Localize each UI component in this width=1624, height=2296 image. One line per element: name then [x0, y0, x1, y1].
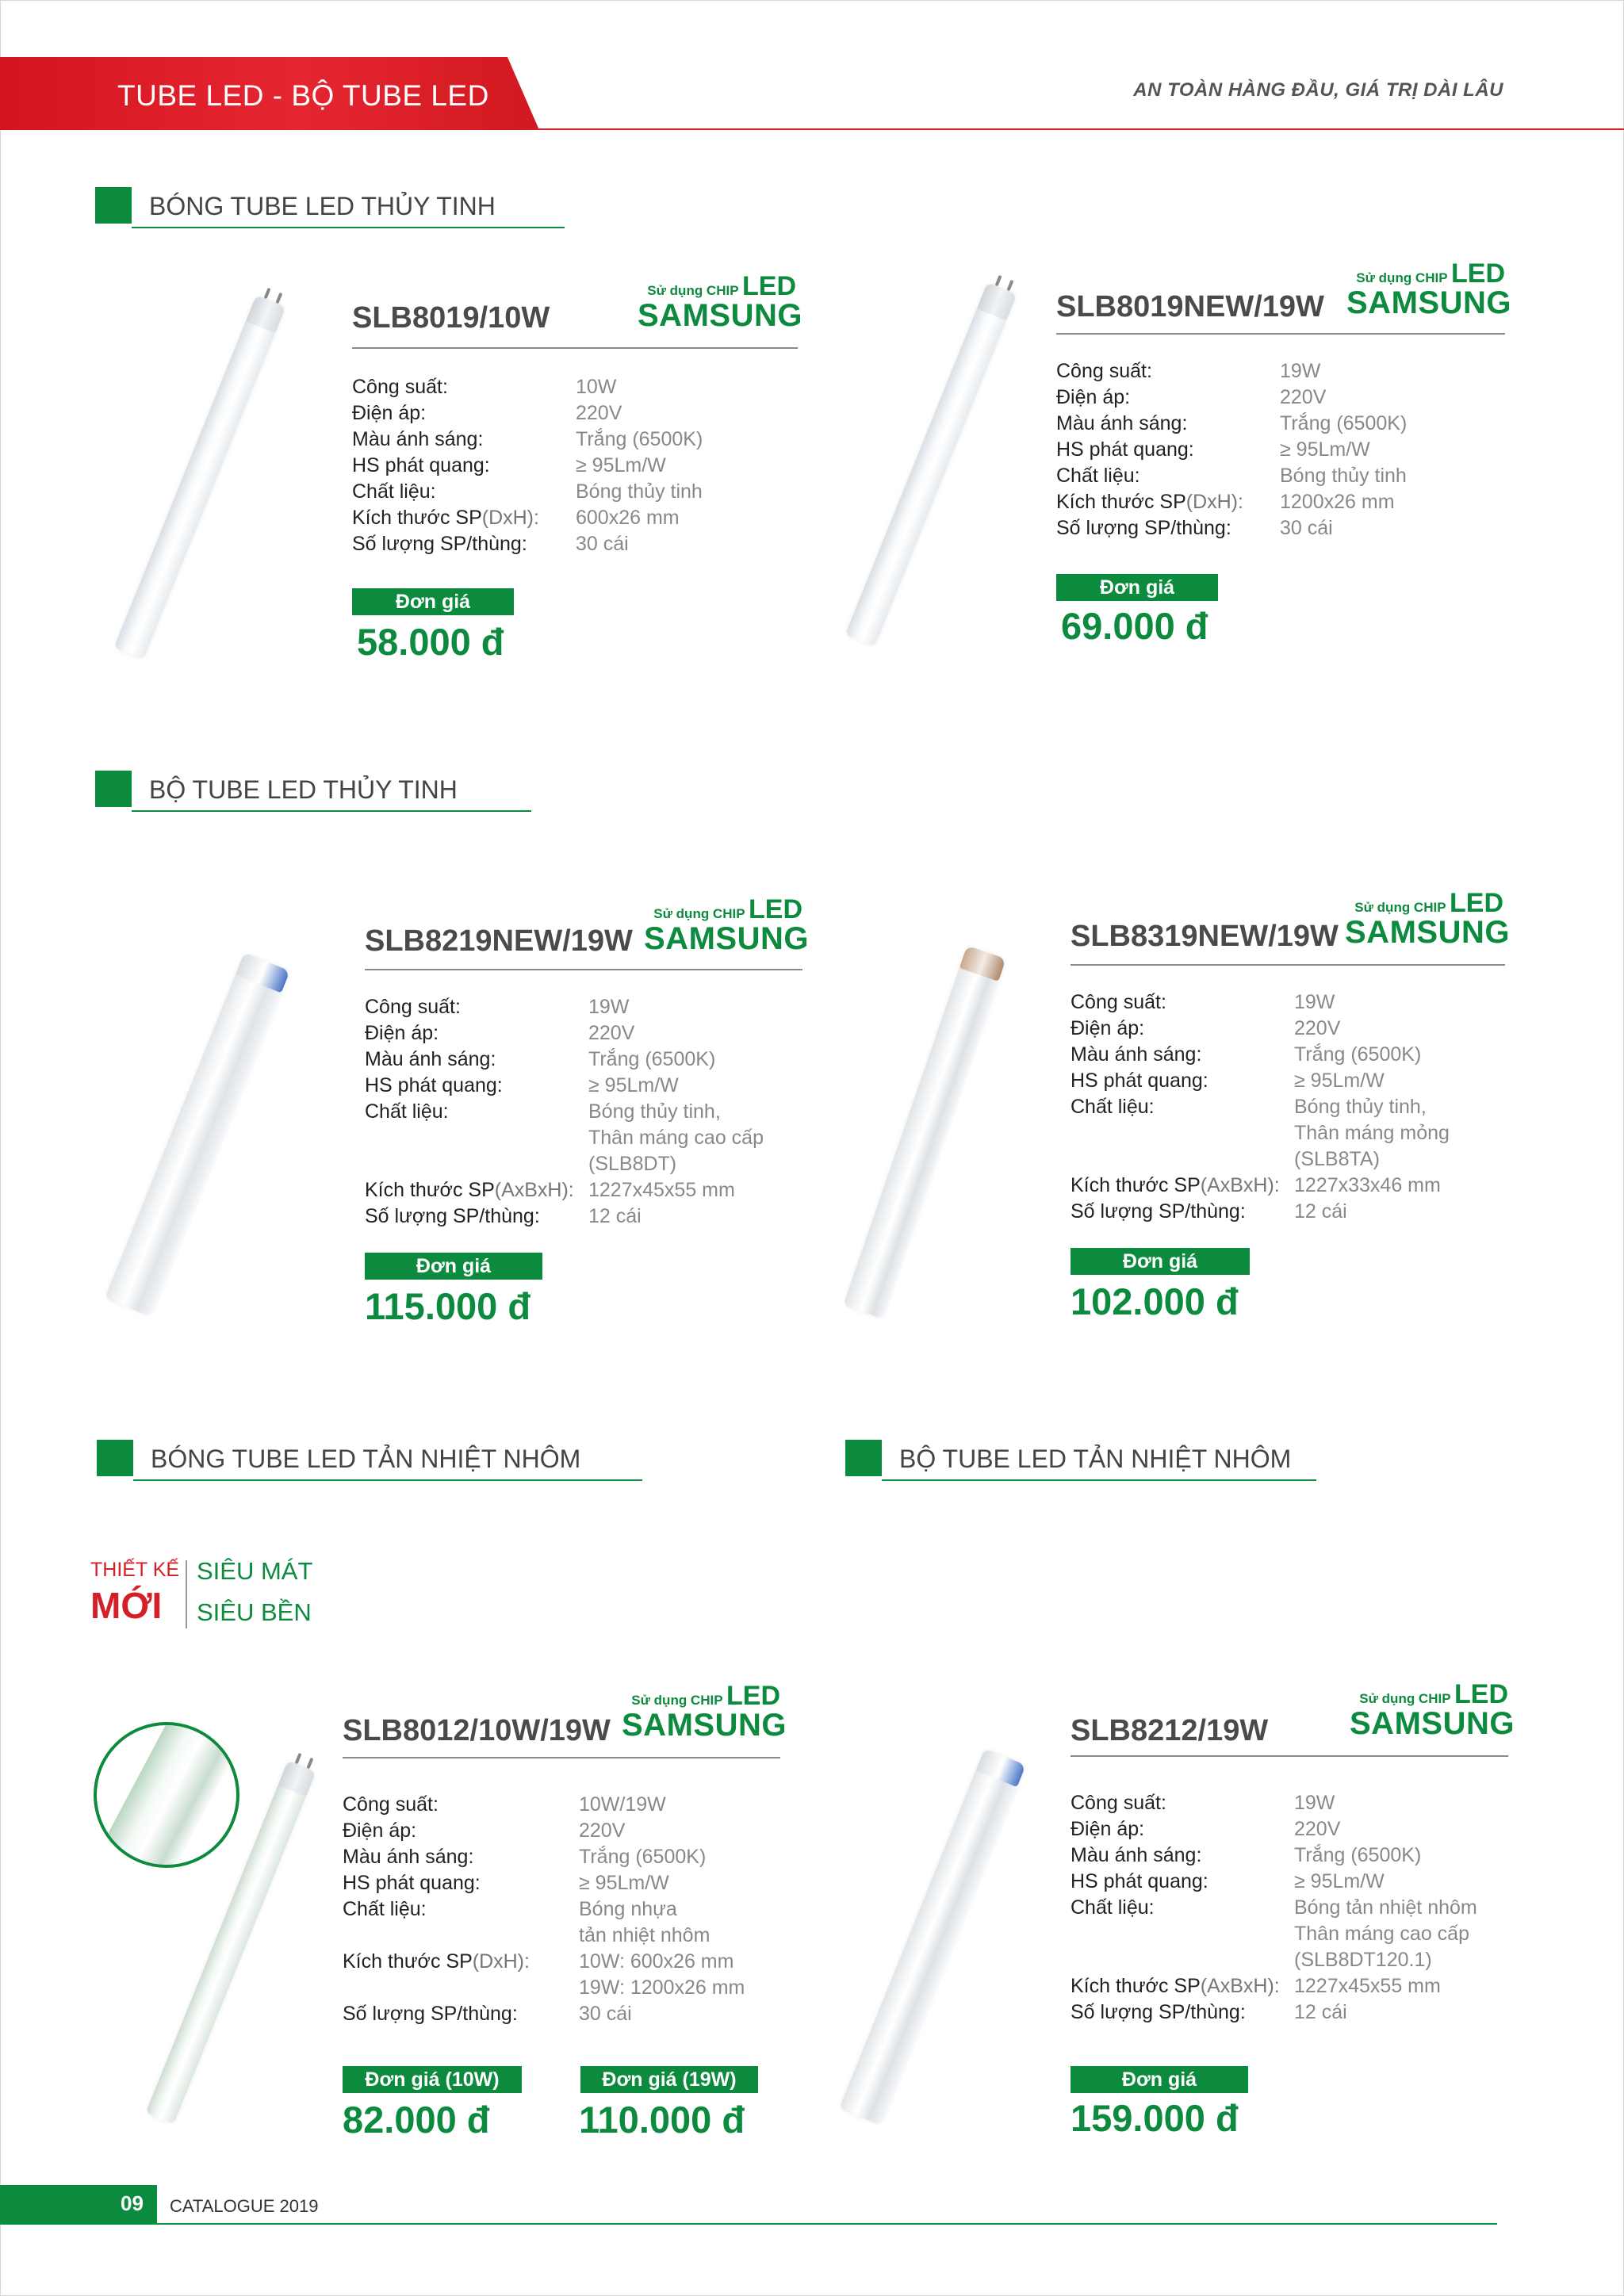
header-slogan: AN TOÀN HÀNG ĐẦU, GIÁ TRỊ DÀI LÂU: [1133, 79, 1503, 101]
footer-divider: [157, 2223, 1497, 2225]
spec-value: 1227x45x55 mm: [588, 1179, 735, 1201]
spec-value: 220V: [588, 1022, 635, 1044]
section-marker: [97, 1440, 133, 1476]
spec-label: Màu ánh sáng:: [1071, 1043, 1202, 1066]
fixture-body: [843, 946, 1005, 1319]
spec-label: Điện áp:: [1056, 386, 1131, 408]
product-model: SLB8019NEW/19W: [1056, 290, 1324, 323]
spec-unit: (AxBxH):: [494, 1179, 574, 1201]
chip-text: Sử dụng CHIP: [653, 906, 745, 921]
spec-label: Điện áp:: [352, 402, 427, 424]
spec-value: 30 cái: [579, 2003, 632, 2025]
section-title: BỘ TUBE LED TẢN NHIỆT NHÔM: [899, 1445, 1292, 1473]
spec-value: ≥ 95Lm/W: [576, 454, 666, 476]
price-label-19w: Đơn giá (19W): [580, 2066, 758, 2093]
spec-value: 1227x45x55 mm: [1294, 1975, 1441, 1997]
spec-label-size: [1071, 1173, 1515, 1199]
section-underline: [132, 810, 531, 812]
spec-label: Chất liệu:: [1071, 1096, 1155, 1118]
spec-unit: (DxH):: [481, 507, 539, 529]
spec-label: Màu ánh sáng:: [1071, 1844, 1202, 1866]
spec-list: [343, 1792, 787, 2027]
spec-label: Chất liệu:: [343, 1898, 427, 1920]
spec-value: Bóng tản nhiệt nhôm: [1294, 1896, 1477, 1919]
spec-label: Màu ánh sáng:: [343, 1846, 474, 1868]
card-divider: [1071, 1755, 1508, 1757]
spec-value: Trắng (6500K): [1294, 1043, 1422, 1066]
spec-label: Kích thước SP: [343, 1950, 473, 1973]
samsung-chip-badge: [1345, 888, 1510, 950]
spec-value: ≥ 95Lm/W: [1294, 1070, 1385, 1092]
chip-brand: SAMSUNG: [638, 298, 802, 333]
spec-label: Chất liệu:: [365, 1100, 449, 1123]
chip-text: Sử dụng CHIP: [647, 283, 739, 298]
tube-pin: [1006, 280, 1013, 291]
product-model: SLB8212/19W: [1071, 1714, 1269, 1747]
product-card-slb8019-10w: [352, 270, 802, 666]
tube-body: [114, 295, 286, 660]
samsung-chip-badge: [1350, 1679, 1515, 1741]
price-label: Đơn giá: [1071, 2066, 1248, 2093]
spec-label: Chất liệu:: [1071, 1896, 1155, 1919]
spec-label: Số lượng SP/thùng:: [365, 1205, 540, 1227]
spec-value: ≥ 95Lm/W: [1280, 438, 1370, 461]
spec-label: Số lượng SP/thùng:: [352, 533, 527, 555]
product-price-19w: 110.000 đ: [579, 2099, 745, 2141]
spec-value: Thân máng cao cấp: [1294, 1923, 1469, 1945]
product-card-slb8012: [343, 1679, 787, 2147]
spec-value: 10W: 600x26 mm: [579, 1950, 734, 1973]
tube-pin: [995, 275, 1002, 286]
section-underline: [133, 1479, 642, 1481]
product-model: SLB8219NEW/19W: [365, 924, 633, 958]
spec-value: Thân máng mỏng: [1294, 1122, 1450, 1144]
spec-value: 19W: [1294, 991, 1335, 1013]
spec-value: Trắng (6500K): [576, 428, 703, 450]
product-price: 159.000 đ: [1071, 2097, 1239, 2139]
badge-thiet-ke: THIẾT KẾ: [90, 1559, 180, 1581]
chip-led: LED: [1454, 1679, 1508, 1709]
product-price: 102.000 đ: [1071, 1280, 1239, 1322]
spec-value: Trắng (6500K): [1294, 1844, 1422, 1866]
product-price: 115.000 đ: [365, 1285, 531, 1327]
spec-label: Công suất:: [1071, 991, 1166, 1013]
section-title: BÓNG TUBE LED THỦY TINH: [149, 192, 496, 220]
spec-value: 220V: [1280, 386, 1327, 408]
chip-text: Sử dụng CHIP: [1356, 270, 1448, 285]
card-divider: [352, 347, 798, 349]
page-title: TUBE LED - BỘ TUBE LED: [117, 79, 489, 112]
card-divider: [343, 1757, 780, 1758]
price-label-10w: Đơn giá (10W): [343, 2066, 522, 2093]
spec-value: Bóng thủy tinh: [576, 480, 703, 503]
chip-brand: SAMSUNG: [1345, 915, 1510, 950]
product-model: SLB8012/10W/19W: [343, 1714, 611, 1747]
product-card-slb8212-19w: [1071, 1678, 1515, 2145]
header-divider: [523, 128, 1624, 130]
spec-value: ≥ 95Lm/W: [1294, 1870, 1385, 1892]
card-divider: [1071, 964, 1505, 966]
spec-value: 12 cái: [1294, 2001, 1347, 2023]
product-price-10w: 82.000 đ: [343, 2099, 490, 2141]
badge-sieu-mat: SIÊU MÁT: [197, 1557, 313, 1585]
chip-led: LED: [742, 271, 796, 301]
product-card-slb8319new-19w: [1071, 886, 1515, 1330]
spec-label: Số lượng SP/thùng:: [1056, 517, 1231, 539]
spec-label: Kích thước SP: [352, 507, 482, 529]
spec-label: HS phát quang:: [1071, 1870, 1208, 1892]
spec-unit: (DxH):: [472, 1950, 530, 1973]
section-heading-bo-tube-thuy-tinh: [95, 771, 476, 818]
product-card-slb8219new-19w: [365, 891, 809, 1335]
spec-value: 220V: [579, 1820, 626, 1842]
spec-unit: (AxBxH):: [1200, 1975, 1280, 1997]
spec-value: (SLB8TA): [1294, 1148, 1380, 1170]
spec-label: Chất liệu:: [1056, 465, 1140, 487]
section-marker: [95, 187, 132, 224]
spec-value: Trắng (6500K): [579, 1846, 707, 1868]
spec-value: 220V: [1294, 1017, 1341, 1039]
spec-list: [1056, 358, 1508, 541]
spec-list: [1071, 989, 1515, 1225]
spec-label: Màu ánh sáng:: [1056, 412, 1188, 434]
tube-pin: [264, 288, 271, 299]
tube-pin: [275, 293, 282, 304]
samsung-chip-badge: [1346, 258, 1511, 320]
badge-sieu-ben: SIÊU BỀN: [197, 1598, 312, 1626]
tube-pin: [306, 1758, 313, 1769]
section-heading-bong-tube-thuy-tinh: [95, 187, 496, 235]
spec-value: Trắng (6500K): [588, 1048, 716, 1070]
spec-label: Công suất:: [352, 376, 448, 398]
price-label: Đơn giá: [1056, 574, 1218, 601]
spec-label: Kích thước SP: [1056, 491, 1186, 513]
chip-led: LED: [1451, 258, 1505, 289]
spec-value: 12 cái: [1294, 1200, 1347, 1223]
spec-value: 1200x26 mm: [1280, 491, 1395, 513]
spec-label: Màu ánh sáng:: [352, 428, 484, 450]
section-marker: [95, 771, 132, 807]
spec-value: 19W: 1200x26 mm: [579, 1976, 745, 1999]
spec-value: Bóng thủy tinh,: [1294, 1096, 1427, 1118]
spec-label: Màu ánh sáng:: [365, 1048, 496, 1070]
chip-brand: SAMSUNG: [644, 921, 809, 956]
spec-value: 19W: [588, 996, 630, 1018]
section-underline: [882, 1479, 1316, 1481]
spec-value: (SLB8DT120.1): [1294, 1949, 1432, 1971]
spec-label: HS phát quang:: [365, 1074, 503, 1096]
samsung-chip-badge: [638, 271, 802, 333]
product-price: 69.000 đ: [1061, 605, 1208, 647]
section-heading-bo-tube-tan-nhiet-nhom: [845, 1440, 1292, 1487]
spec-value: 220V: [576, 402, 622, 424]
price-label: Đơn giá: [352, 588, 514, 615]
spec-value: 12 cái: [588, 1205, 642, 1227]
spec-value: Thân máng cao cấp: [588, 1127, 764, 1149]
footer-catalogue-label: CATALOGUE 2019: [170, 2196, 319, 2216]
section-marker: [845, 1440, 882, 1476]
spec-value: Trắng (6500K): [1280, 412, 1408, 434]
chip-brand: SAMSUNG: [622, 1708, 787, 1743]
product-card-slb8019new-19w: [1056, 255, 1511, 652]
badge-separator: [186, 1560, 187, 1628]
product-image-slb8019new-19w: [845, 282, 1017, 647]
spec-value: tản nhiệt nhôm: [579, 1924, 710, 1946]
product-image-slb8212-19w: [839, 1748, 1025, 2125]
spec-list: [352, 374, 796, 557]
spec-value: 10W/19W: [579, 1793, 666, 1816]
spec-label: Số lượng SP/thùng:: [343, 2003, 518, 2025]
spec-value: 19W: [1294, 1792, 1335, 1814]
tube-pin: [295, 1753, 302, 1764]
spec-label: Kích thước SP: [365, 1179, 495, 1201]
price-label: Đơn giá: [365, 1253, 542, 1280]
section-underline: [132, 227, 565, 228]
samsung-chip-badge: [644, 894, 809, 956]
spec-list: [1071, 1790, 1515, 2026]
spec-value: Bóng thủy tinh: [1280, 465, 1407, 487]
spec-label: Điện áp:: [343, 1820, 417, 1842]
spec-label: Kích thước SP: [1071, 1174, 1201, 1196]
product-price: 58.000 đ: [357, 621, 504, 663]
spec-value: Bóng nhựa: [579, 1898, 677, 1920]
section-title: BÓNG TUBE LED TẢN NHIỆT NHÔM: [151, 1445, 581, 1473]
spec-value: 600x26 mm: [576, 507, 680, 529]
chip-led: LED: [726, 1681, 780, 1711]
spec-unit: (AxBxH):: [1200, 1174, 1280, 1196]
price-label: Đơn giá: [1071, 1248, 1250, 1275]
spec-value: 30 cái: [1280, 517, 1333, 539]
spec-label-size: [1071, 1973, 1515, 1999]
section-heading-bong-tube-tan-nhiet-nhom: [97, 1440, 581, 1487]
spec-unit: (DxH):: [1185, 491, 1243, 513]
spec-label-size: [352, 505, 796, 531]
zoom-tube-detail: [94, 1722, 239, 1868]
product-image-slb8019-10w: [114, 295, 286, 660]
product-image-slb8319new-19w: [843, 946, 1005, 1319]
page-number: 09: [121, 2191, 144, 2215]
spec-label: Công suất:: [1056, 360, 1152, 382]
spec-label: Điện áp:: [1071, 1017, 1145, 1039]
spec-label-size: [365, 1177, 809, 1203]
spec-label: HS phát quang:: [343, 1872, 481, 1894]
spec-value: 10W: [576, 376, 617, 398]
chip-brand: SAMSUNG: [1350, 1706, 1515, 1741]
badge-moi: MỚI: [90, 1585, 163, 1626]
product-image-slb8219new-19w: [105, 952, 290, 1316]
spec-label: Công suất:: [343, 1793, 439, 1816]
chip-led: LED: [1450, 888, 1503, 918]
spec-list: [365, 994, 809, 1230]
chip-text: Sử dụng CHIP: [1354, 900, 1446, 915]
spec-label: HS phát quang:: [352, 454, 490, 476]
samsung-chip-badge: [622, 1681, 787, 1743]
product-detail-zoom: [94, 1722, 239, 1868]
product-model: SLB8319NEW/19W: [1071, 920, 1339, 953]
spec-label: Số lượng SP/thùng:: [1071, 1200, 1246, 1223]
spec-label: Công suất:: [365, 996, 461, 1018]
product-model: SLB8019/10W: [352, 301, 550, 335]
chip-led: LED: [749, 894, 802, 924]
chip-brand: SAMSUNG: [1346, 285, 1511, 320]
spec-value: Bóng thủy tinh,: [588, 1100, 721, 1123]
chip-text: Sử dụng CHIP: [1359, 1691, 1451, 1706]
spec-label: Số lượng SP/thùng:: [1071, 2001, 1246, 2023]
section-title: BỘ TUBE LED THỦY TINH: [149, 775, 458, 804]
spec-value: 220V: [1294, 1818, 1341, 1840]
tube-body: [845, 282, 1017, 647]
spec-value: ≥ 95Lm/W: [588, 1074, 679, 1096]
spec-label: Kích thước SP: [1071, 1975, 1201, 1997]
fixture-body: [105, 952, 290, 1316]
spec-label: Điện áp:: [365, 1022, 439, 1044]
spec-value: 30 cái: [576, 533, 629, 555]
spec-label: Chất liệu:: [352, 480, 436, 503]
spec-value: 19W: [1280, 360, 1321, 382]
card-divider: [1056, 333, 1505, 335]
card-divider: [365, 969, 802, 970]
spec-label: Điện áp:: [1071, 1818, 1145, 1840]
spec-value: ≥ 95Lm/W: [579, 1872, 669, 1894]
fixture-body: [839, 1748, 1025, 2125]
spec-label: HS phát quang:: [1071, 1070, 1208, 1092]
spec-label: Công suất:: [1071, 1792, 1166, 1814]
chip-text: Sử dụng CHIP: [631, 1693, 723, 1708]
spec-value: 1227x33x46 mm: [1294, 1174, 1441, 1196]
spec-value: (SLB8DT): [588, 1153, 677, 1175]
spec-label: HS phát quang:: [1056, 438, 1194, 461]
